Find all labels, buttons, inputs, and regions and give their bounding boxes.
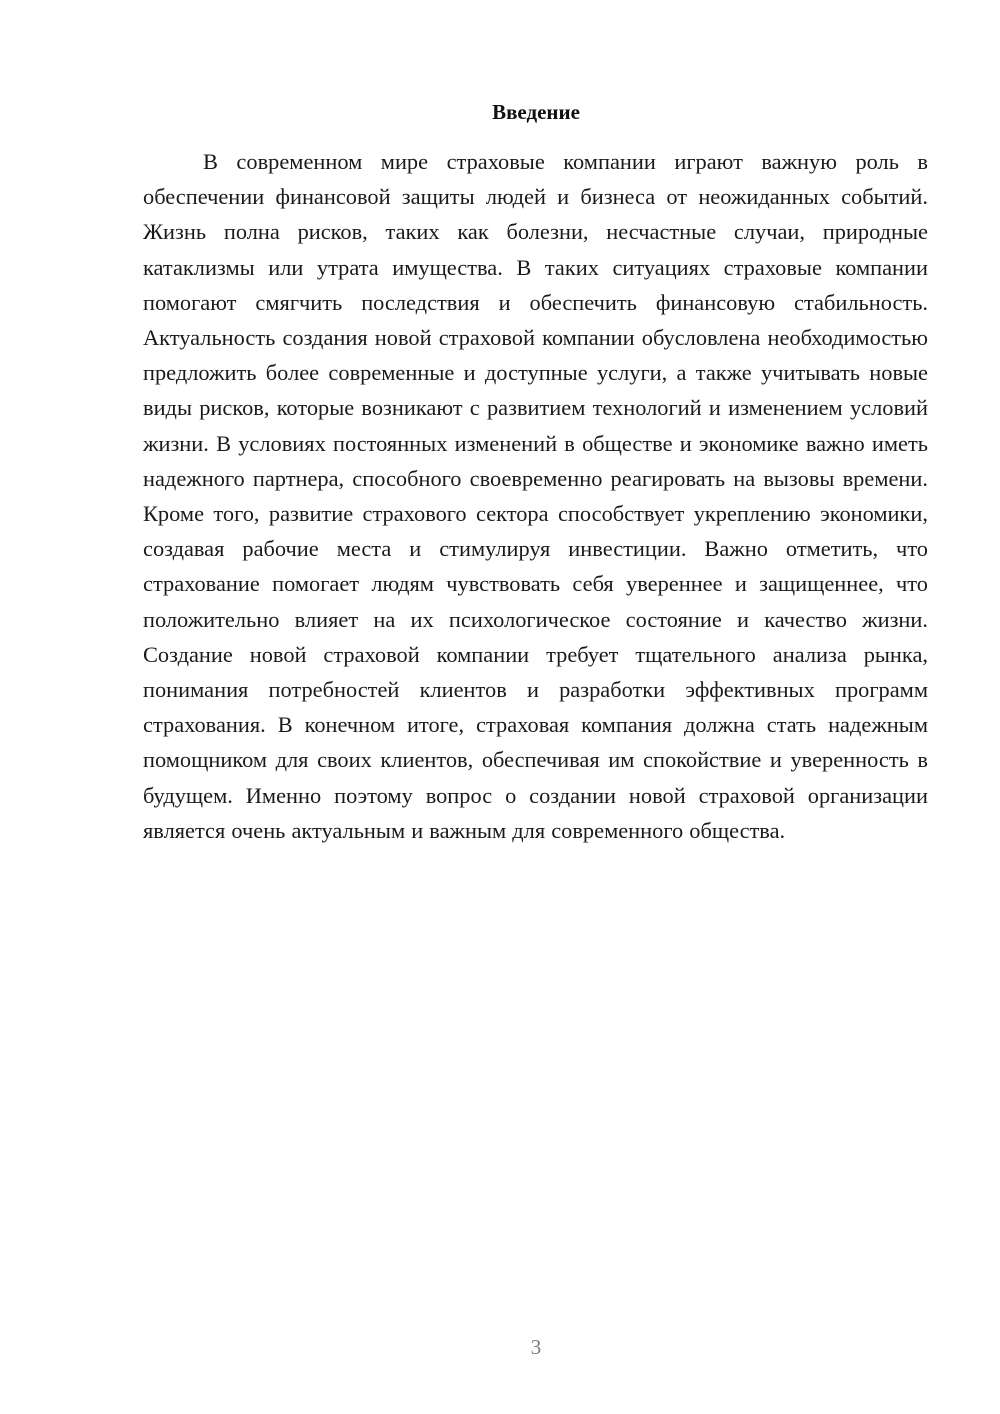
section-heading: Введение bbox=[492, 100, 580, 124]
body-paragraph: В современном мире страховые компании играют важную роль в обеспечении финансовой защиты людей и бизнеса от неожиданных событий. Жизнь полна рисков, таких как болезни, несчастные случаи, природные катаклизмы или утрата имущества. В таких ситуациях страховые компании помогают смягчить последствия и обеспечить финансовую стабильность. Актуальность создания новой страховой компании обусловлена необходимостью предложить более современные и доступные услуги, а также учитывать новые виды рисков, которые возникают с развитием технологий и изменением условий жизни. В условиях постоянных изменений в обществе и экономике важно иметь надежного партнера, способного своевременно реагировать на вызовы времени. Кроме того, развитие страхового сектора способствует укреплению экономики, создавая рабочие места и стимулируя инвестиции. Важно отметить, что страхование помогает людям чувствовать себя увереннее и защищеннее, что положительно влияет на их психологическое состояние и качество жизни. Создание новой страховой компании требует тщательного анализа рынка, понимания потребностей клиентов и разработки эффективных программ страхования. В конечном итоге, страховая компания должна стать надежным помощником для своих клиентов, обеспечивая им спокойствие и уверенность в будущем. Именно поэтому вопрос о создании новой страховой организации является очень актуальным и важным для современного общества. bbox=[143, 149, 928, 843]
page-number: 3 bbox=[530, 1335, 542, 1359]
